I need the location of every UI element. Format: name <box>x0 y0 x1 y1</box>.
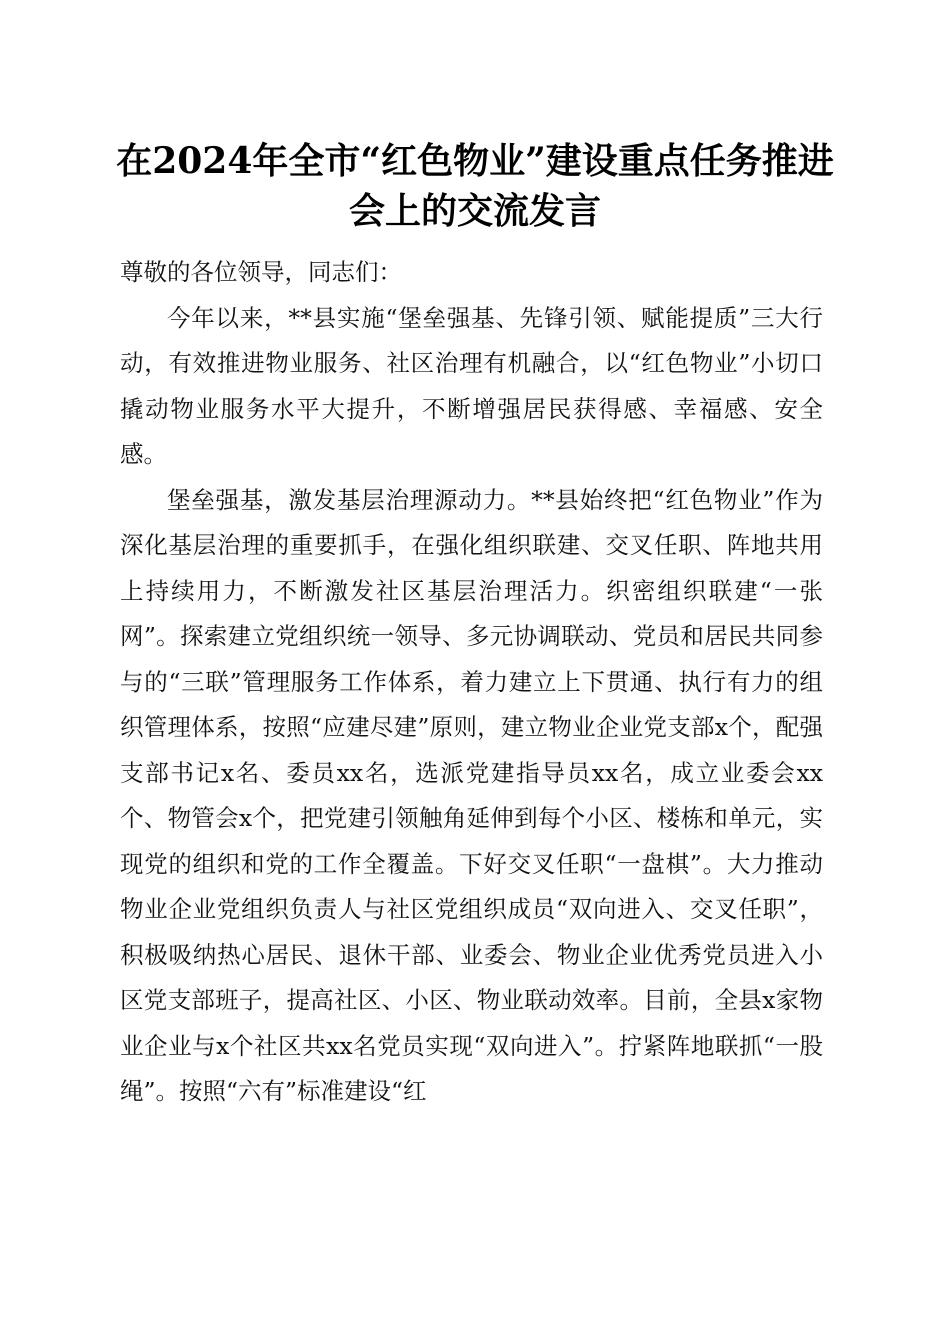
document-body <box>120 250 823 1115</box>
document-title: 在2024年全市“红色物业”建设重点任务推进会上的交流发言 <box>116 140 834 232</box>
paragraph-intro: 今年以来，**县实施“堡垒强基、先锋引领、赋能提质”三大行动，有效推进物业服务、社区治理有机融合，以“红色物业”小切口撬动物业服务水平大提升，不断增强居民获得感、幸福感、安全感。 <box>120 303 823 468</box>
salutation: 尊敬的各位领导，同志们： <box>120 258 402 286</box>
paragraph-fortress: 堡垒强基，激发基层治理源动力。**县始终把“红色物业”作为深化基层治理的重要抓手，在强化组织联建、交叉任职、阵地共用上持续用力，不断激发社区基层治理活力。织密组织联建“一张网”。探索建立党组织统一领导、多元协调联动、党员和居民共同参与的“三联”管理服务工作体系，着力建立上下贯通、执行有力的组织管理体系，按照“应建尽建”原则，建立物业企业党支部x个，配强支部书记x名、委员xx名，选派党建指导员xx名，成立业委会xx个、物管会x个，把党建引领触角延伸到每个小区、楼栋和单元，实现党的组织和党的工作全覆盖。下好交叉任职“一盘棋”。大力推动物业企业党组织负责人与社区党组织成员“双向进入、交叉任职”，积极吸纳热心居民、退休干部、业委会、物业企业优秀党员进入小区党支部班子，提高社区、小区、物业联动效率。目前，全县x家物业企业与x个社区共xx名党员实现“双向进入”。拧紧阵地联抓“一股绳”。按照“六有”标准建设“红 <box>120 485 823 1105</box>
